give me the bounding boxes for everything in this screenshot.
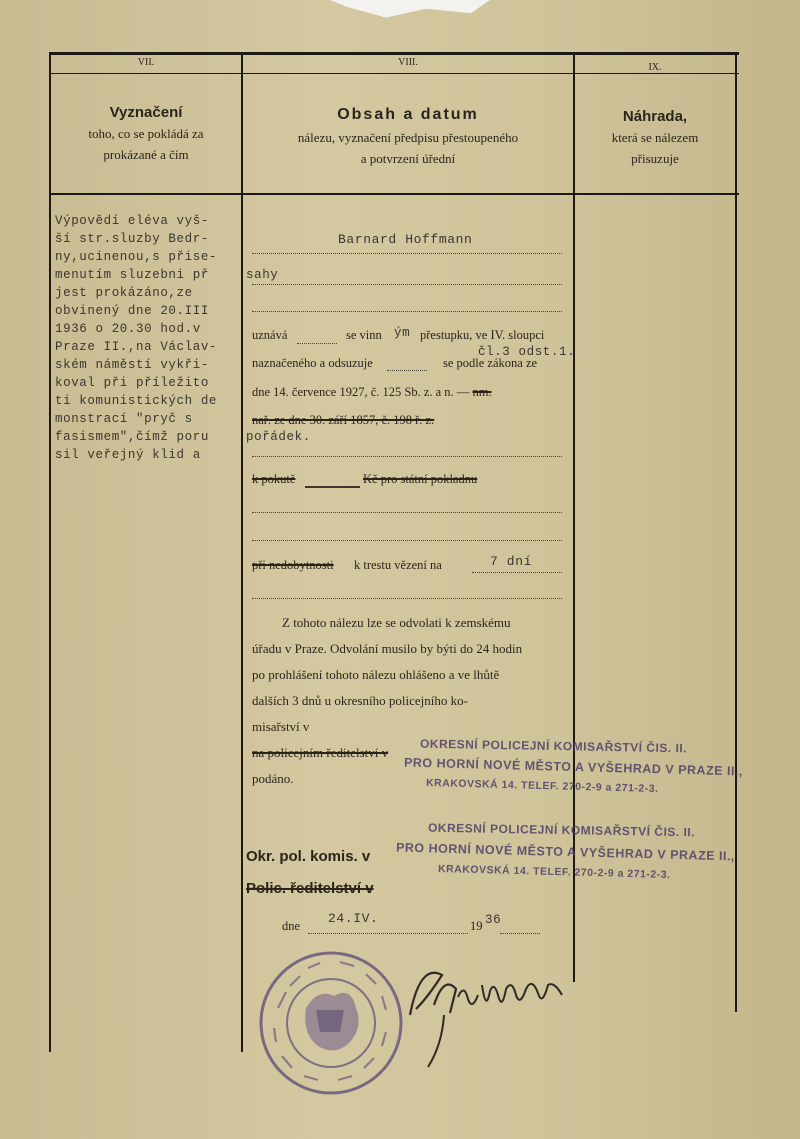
appeal-line-7: podáno. [252,771,294,786]
column-subtitle-viii-2: a potvrzení úřední [360,151,456,166]
stamp-line: PRO HORNÍ NOVÉ MĚSTO A VYŠEHRAD V PRAZE II., [395,840,736,864]
findings-line: monstrací "pryč s [55,412,193,426]
appeal-line-5: misařství v [252,719,310,734]
form-line [252,598,562,599]
form-line [305,486,360,488]
findings-line: jest prokázáno,ze [55,286,193,300]
naznaceneho-label: naznačeného a odsuzuje [252,356,373,370]
stamp-line: PRO HORNÍ NOVÉ MĚSTO A VYŠEHRAD V PRAZE II., [403,755,744,779]
komis-label: Okr. pol. komis. v [246,848,371,865]
nedobytnost-strike: při nedobytnosti [252,558,334,572]
column-number-viii: VIII. [398,57,418,68]
header-bottom-rule [49,193,739,195]
findings-line: Výpovědí eléva vyš- [55,214,209,228]
form-line [252,456,562,457]
date-typed: 24.IV. [328,911,379,926]
findings-line: Praze II.,na Václav- [55,340,218,354]
oath-continuation: sahy [246,268,279,282]
column-subtitle-vii-1: toho, co se pokládá za [88,126,204,141]
findings-line: ší str.sluzby Bedr- [55,232,209,246]
table-right-rule [735,52,737,1012]
form-line [387,370,427,371]
fine-mid-strike: Kč pro státní pokladnu [363,472,478,486]
appeal-line-2: úřadu v Praze. Odvolání musilo by býti do 24 hodin [252,641,523,656]
table-left-rule [49,52,51,1052]
findings-line: ny,ucinenou,s přise- [55,250,218,264]
findings-line: ském náměstí vykři- [55,358,209,372]
header-numbers-rule [49,73,739,74]
uznava-label: uznává [252,328,288,342]
findings-line: ti komunistických de [55,394,218,408]
form-line [252,540,562,541]
law-line-text: dne 14. července 1927, č. 125 Sb. z. a n. — [252,385,470,399]
fine-strike: k pokutě [252,472,296,486]
form-line [500,933,540,934]
column-subtitle-viii-1: nálezu, vyznačení předpisu přestoupeného [297,130,519,145]
column-title-vii: Vyznačení [109,104,183,121]
findings-line: sil veřejný klid a [55,448,201,462]
stamp-line: KRAKOVSKÁ 14. TELEF. 270-2-9 a 271-2-3. [437,862,671,882]
accused-name: Barnard Hoffmann [338,232,473,247]
column-subtitle-ix-1: která se nálezem [611,130,699,145]
year-typed: 36 [485,913,502,927]
trest-label: k trestu vězení na [354,558,442,572]
column-subtitle-vii-2: prokázané a čím [103,147,189,162]
table-top-rule [49,52,739,55]
column-title-viii: Obsah a datum [337,106,479,123]
column-divider-2 [573,52,575,982]
findings-line: obvinený dne 20.III [55,304,209,318]
form-line [472,572,562,573]
poradek-typed: pořádek. [246,430,311,444]
column-subtitle-ix-2: přisuzuje [631,151,679,166]
days-typed: 7 dní [490,554,533,569]
vinnym-label: se vinn [346,328,382,342]
form-line [297,343,337,344]
law-line-strike: nm. [472,385,492,399]
appeal-line-1: Z tohoto nálezu lze se odvolati k zemskému [282,615,511,630]
appeal-line-6-strike: na policejním ředitelství v [252,745,389,760]
form-line [252,253,562,254]
paragraph-typed: čl.3 odst.1. [478,345,576,359]
findings-line: menutím sluzebni př [55,268,209,282]
column-number-vii: VII. [137,57,155,68]
form-line [252,311,562,312]
prestupku-label: přestupku, ve IV. sloupci [420,328,545,342]
stamp-line: OKRESNÍ POLICEJNÍ KOMISAŘSTVÍ ČIS. II. [419,736,688,756]
findings-line: fasismem",čímž poru [55,430,209,444]
form-line [252,512,562,513]
stamp-line: KRAKOVSKÁ 14. TELEF. 270-2-9 a 271-2-3. [425,776,659,796]
stamp-line: OKRESNÍ POLICEJNÍ KOMISAŘSTVÍ ČIS. II. [427,820,696,840]
form-line [252,284,562,285]
handwritten-signature [398,955,578,1075]
law-line2-strike: nař. ze dne 30. září 1857, č. 198 ř. z. [252,413,435,427]
findings-line: koval při příležito [55,376,209,390]
reditelstvi-strike: Polic. ředitelství v [246,880,374,897]
vinnym-fill: ým [394,326,411,340]
law-line [252,385,492,400]
dne-label: dne [282,919,301,933]
official-seal [256,948,406,1098]
appeal-line-4: dalších 3 dnů u okresního policejního ko- [252,693,468,708]
column-divider-1 [241,52,243,1052]
year-prefix: 19 [470,919,483,933]
appeal-line-3: po prohlášení tohoto nálezu ohlášeno a ve lhůtě [252,667,500,682]
findings-line: 1936 o 20.30 hod.v [55,322,201,336]
form-line [308,933,468,934]
se-podle-label: se podle zákona ze [443,356,538,370]
column-title-ix: Náhrada, [622,108,688,125]
column-number-ix: IX. [648,62,662,73]
